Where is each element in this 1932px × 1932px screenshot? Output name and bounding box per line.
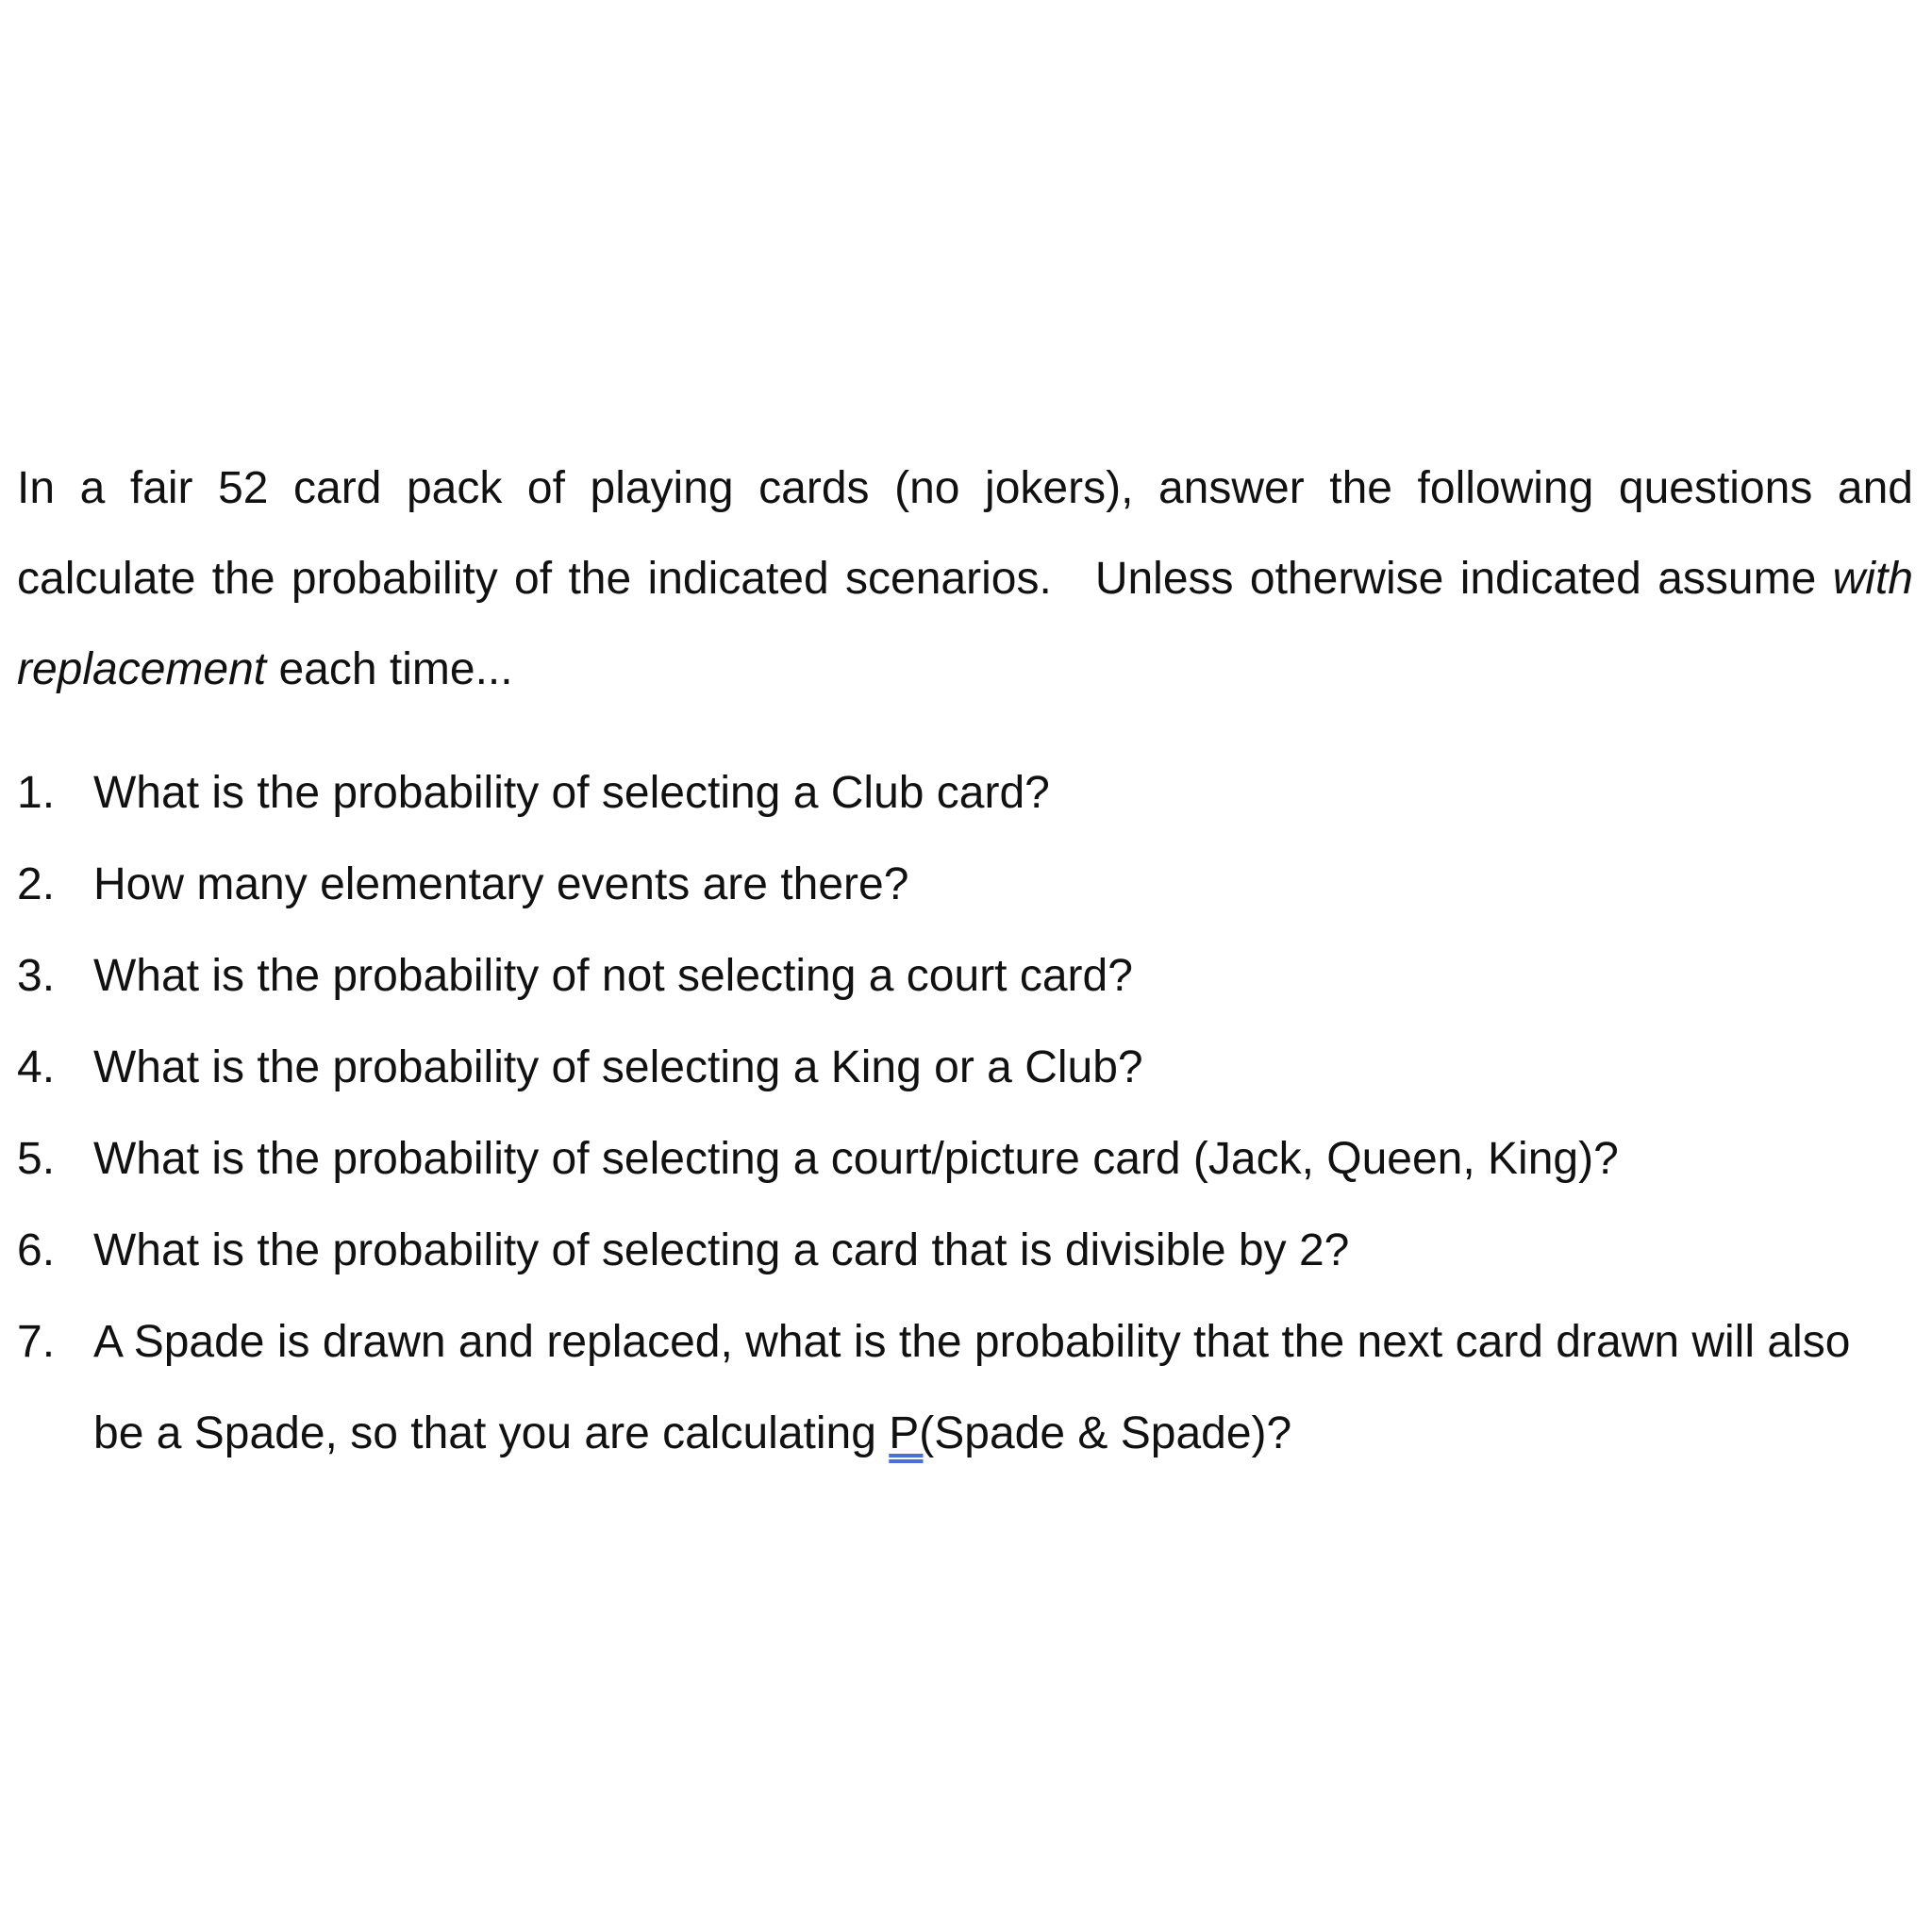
question-text-end: Spade & Spade)? bbox=[934, 1408, 1292, 1458]
document-page bbox=[17, 443, 1913, 1479]
question-number: 4. bbox=[17, 1042, 56, 1092]
question-number: 2. bbox=[17, 859, 56, 909]
question-item-3 bbox=[17, 930, 1913, 1022]
intro-text-1: In a fair 52 card pack of playing cards (no jokers), answer the following questions and calculate the probability of the indicated scenarios. bbox=[17, 463, 1913, 604]
intro-paragraph bbox=[17, 443, 1913, 715]
question-item-4 bbox=[17, 1022, 1913, 1113]
question-list bbox=[17, 747, 1913, 1479]
question-text: What is the probability of selecting a court/picture card (Jack, Queen, King)? bbox=[93, 1134, 1619, 1184]
question-text: What is the probability of selecting a Club card? bbox=[93, 768, 1050, 818]
question-item-5 bbox=[17, 1113, 1913, 1205]
intro-text-2: Unless otherwise indicated assume bbox=[1094, 554, 1817, 604]
grammar-flag-underline: P( bbox=[889, 1408, 935, 1458]
question-text: What is the probability of selecting a King or a Club? bbox=[93, 1042, 1143, 1092]
question-item-2 bbox=[17, 839, 1913, 930]
question-number: 6. bbox=[17, 1225, 56, 1275]
question-number: 5. bbox=[17, 1134, 56, 1184]
question-number: 1. bbox=[17, 768, 56, 818]
question-text: How many elementary events are there? bbox=[93, 859, 909, 909]
question-number: 7. bbox=[17, 1317, 56, 1367]
question-text: What is the probability of not selecting a court card? bbox=[93, 951, 1133, 1001]
question-number: 3. bbox=[17, 951, 56, 1001]
intro-italic-with-replacement: with replacement bbox=[17, 554, 1913, 694]
question-item-1 bbox=[17, 747, 1913, 839]
question-item-6 bbox=[17, 1205, 1913, 1296]
question-item-7 bbox=[17, 1296, 1913, 1479]
question-text: What is the probability of selecting a card that is divisible by 2? bbox=[93, 1225, 1350, 1275]
intro-text-3: each time... bbox=[278, 644, 513, 694]
question-text: A Spade is drawn and replaced, what is the probability that the next card drawn will also be a Spade, so that you are calculating bbox=[93, 1317, 1851, 1458]
